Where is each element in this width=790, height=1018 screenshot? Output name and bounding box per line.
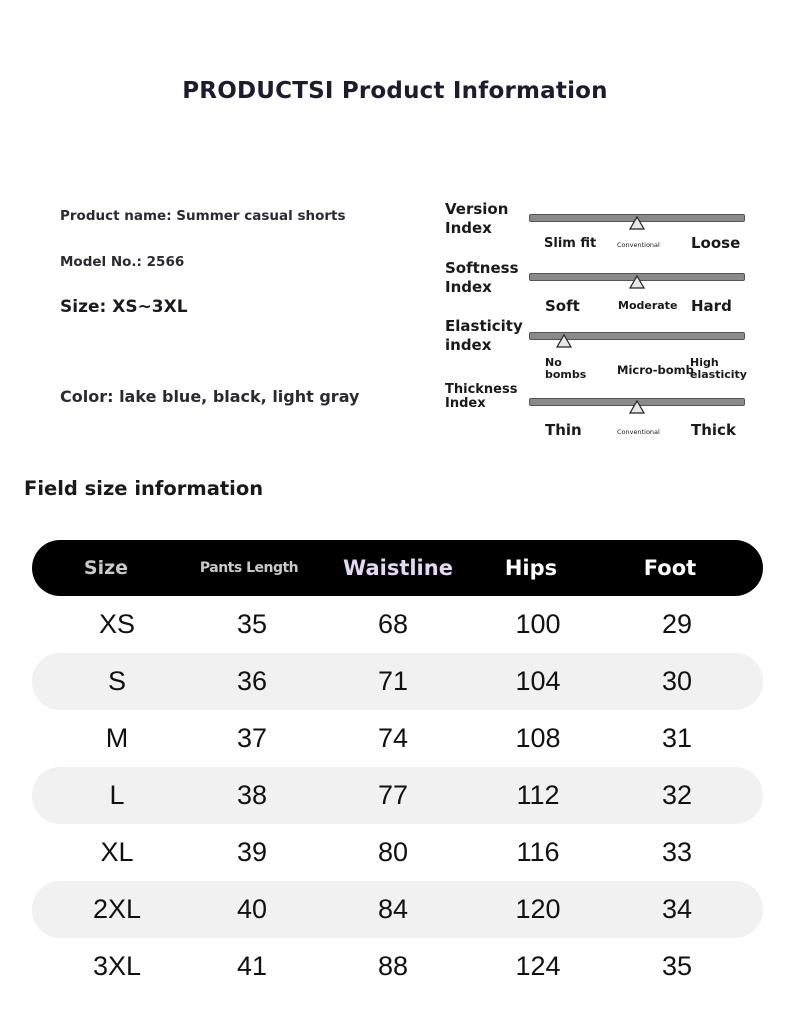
- size-range: Size: XS~3XL: [60, 297, 188, 317]
- table-row: [32, 767, 763, 824]
- cell-waistline: 71: [377, 666, 409, 696]
- cell-size: M: [105, 723, 129, 753]
- elasticity-index-label: Elasticity index: [445, 317, 523, 354]
- cell-pants-length: 40: [236, 894, 268, 924]
- cell-waistline: 68: [377, 609, 409, 639]
- elasticity-option-none: No bombs: [545, 356, 587, 381]
- cell-hips: 100: [515, 609, 561, 639]
- thickness-index: [445, 383, 755, 443]
- cell-size: 2XL: [92, 894, 142, 924]
- cell-foot: 34: [661, 894, 693, 924]
- product-name: Product name: Summer casual shorts: [60, 208, 346, 224]
- table-row: [32, 824, 763, 881]
- cell-size: L: [109, 780, 125, 810]
- cell-foot: 32: [661, 780, 693, 810]
- cell-foot: 29: [661, 609, 693, 639]
- header-size: Size: [83, 557, 129, 579]
- cell-size: XL: [100, 837, 134, 867]
- cell-waistline: 88: [377, 951, 409, 981]
- version-index-marker-icon: [629, 216, 645, 230]
- size-table: [32, 540, 763, 995]
- cell-size: XS: [98, 609, 136, 639]
- thickness-option-thin: Thin: [545, 421, 582, 439]
- cell-hips: 104: [515, 666, 561, 696]
- section-title: Field size information: [24, 477, 264, 500]
- cell-pants-length: 38: [236, 780, 268, 810]
- elasticity-index-marker-icon: [556, 334, 572, 348]
- softness-option-soft: Soft: [545, 297, 580, 315]
- cell-pants-length: 39: [236, 837, 268, 867]
- header-waistline: Waistline: [343, 556, 453, 580]
- cell-foot: 33: [661, 837, 693, 867]
- elasticity-index: [445, 317, 755, 381]
- version-option-slim: Slim fit: [544, 236, 597, 251]
- cell-waistline: 84: [377, 894, 409, 924]
- cell-size: 3XL: [92, 951, 142, 981]
- cell-hips: 108: [515, 723, 561, 753]
- cell-waistline: 80: [377, 837, 409, 867]
- softness-option-hard: Hard: [691, 297, 732, 315]
- softness-index-marker-icon: [629, 275, 645, 289]
- cell-hips: 124: [515, 951, 561, 981]
- table-row: [32, 710, 763, 767]
- cell-foot: 30: [661, 666, 693, 696]
- cell-foot: 35: [661, 951, 693, 981]
- table-row: [32, 596, 763, 653]
- cell-hips: 120: [515, 894, 561, 924]
- header-hips: Hips: [504, 556, 558, 580]
- table-row: [32, 938, 763, 995]
- color-options: Color: lake blue, black, light gray: [60, 387, 360, 406]
- thickness-option-conventional: Conventional: [617, 428, 660, 436]
- softness-index-label: Softness Index: [445, 259, 519, 296]
- softness-option-moderate: Moderate: [618, 299, 678, 312]
- version-index: [445, 200, 755, 260]
- cell-pants-length: 41: [236, 951, 268, 981]
- page-title: PRODUCTSI Product Information: [182, 78, 608, 104]
- cell-waistline: 77: [377, 780, 409, 810]
- table-body: [32, 596, 763, 995]
- model-number: Model No.: 2566: [60, 254, 185, 270]
- cell-size: S: [107, 666, 127, 696]
- thickness-option-thick: Thick: [691, 421, 736, 439]
- table-header: [32, 540, 763, 596]
- header-pants-length: Pants Length: [199, 560, 299, 576]
- version-option-loose: Loose: [691, 234, 741, 252]
- table-row: [32, 653, 763, 710]
- header-foot: Foot: [643, 556, 697, 580]
- elasticity-option-high: High elasticity: [690, 356, 747, 381]
- thickness-index-marker-icon: [629, 400, 645, 414]
- cell-hips: 112: [516, 780, 560, 810]
- cell-pants-length: 36: [236, 666, 268, 696]
- table-row: [32, 881, 763, 938]
- version-index-label: Version Index: [445, 200, 509, 237]
- softness-index: [445, 259, 755, 319]
- cell-hips: 116: [516, 837, 560, 867]
- cell-foot: 31: [661, 723, 693, 753]
- cell-waistline: 74: [377, 723, 409, 753]
- thickness-index-label: Thickness Index: [445, 382, 518, 411]
- version-option-conventional: Conventional: [617, 241, 660, 249]
- cell-pants-length: 37: [236, 723, 268, 753]
- cell-pants-length: 35: [236, 609, 268, 639]
- elasticity-option-micro: Micro-bomb: [617, 363, 694, 377]
